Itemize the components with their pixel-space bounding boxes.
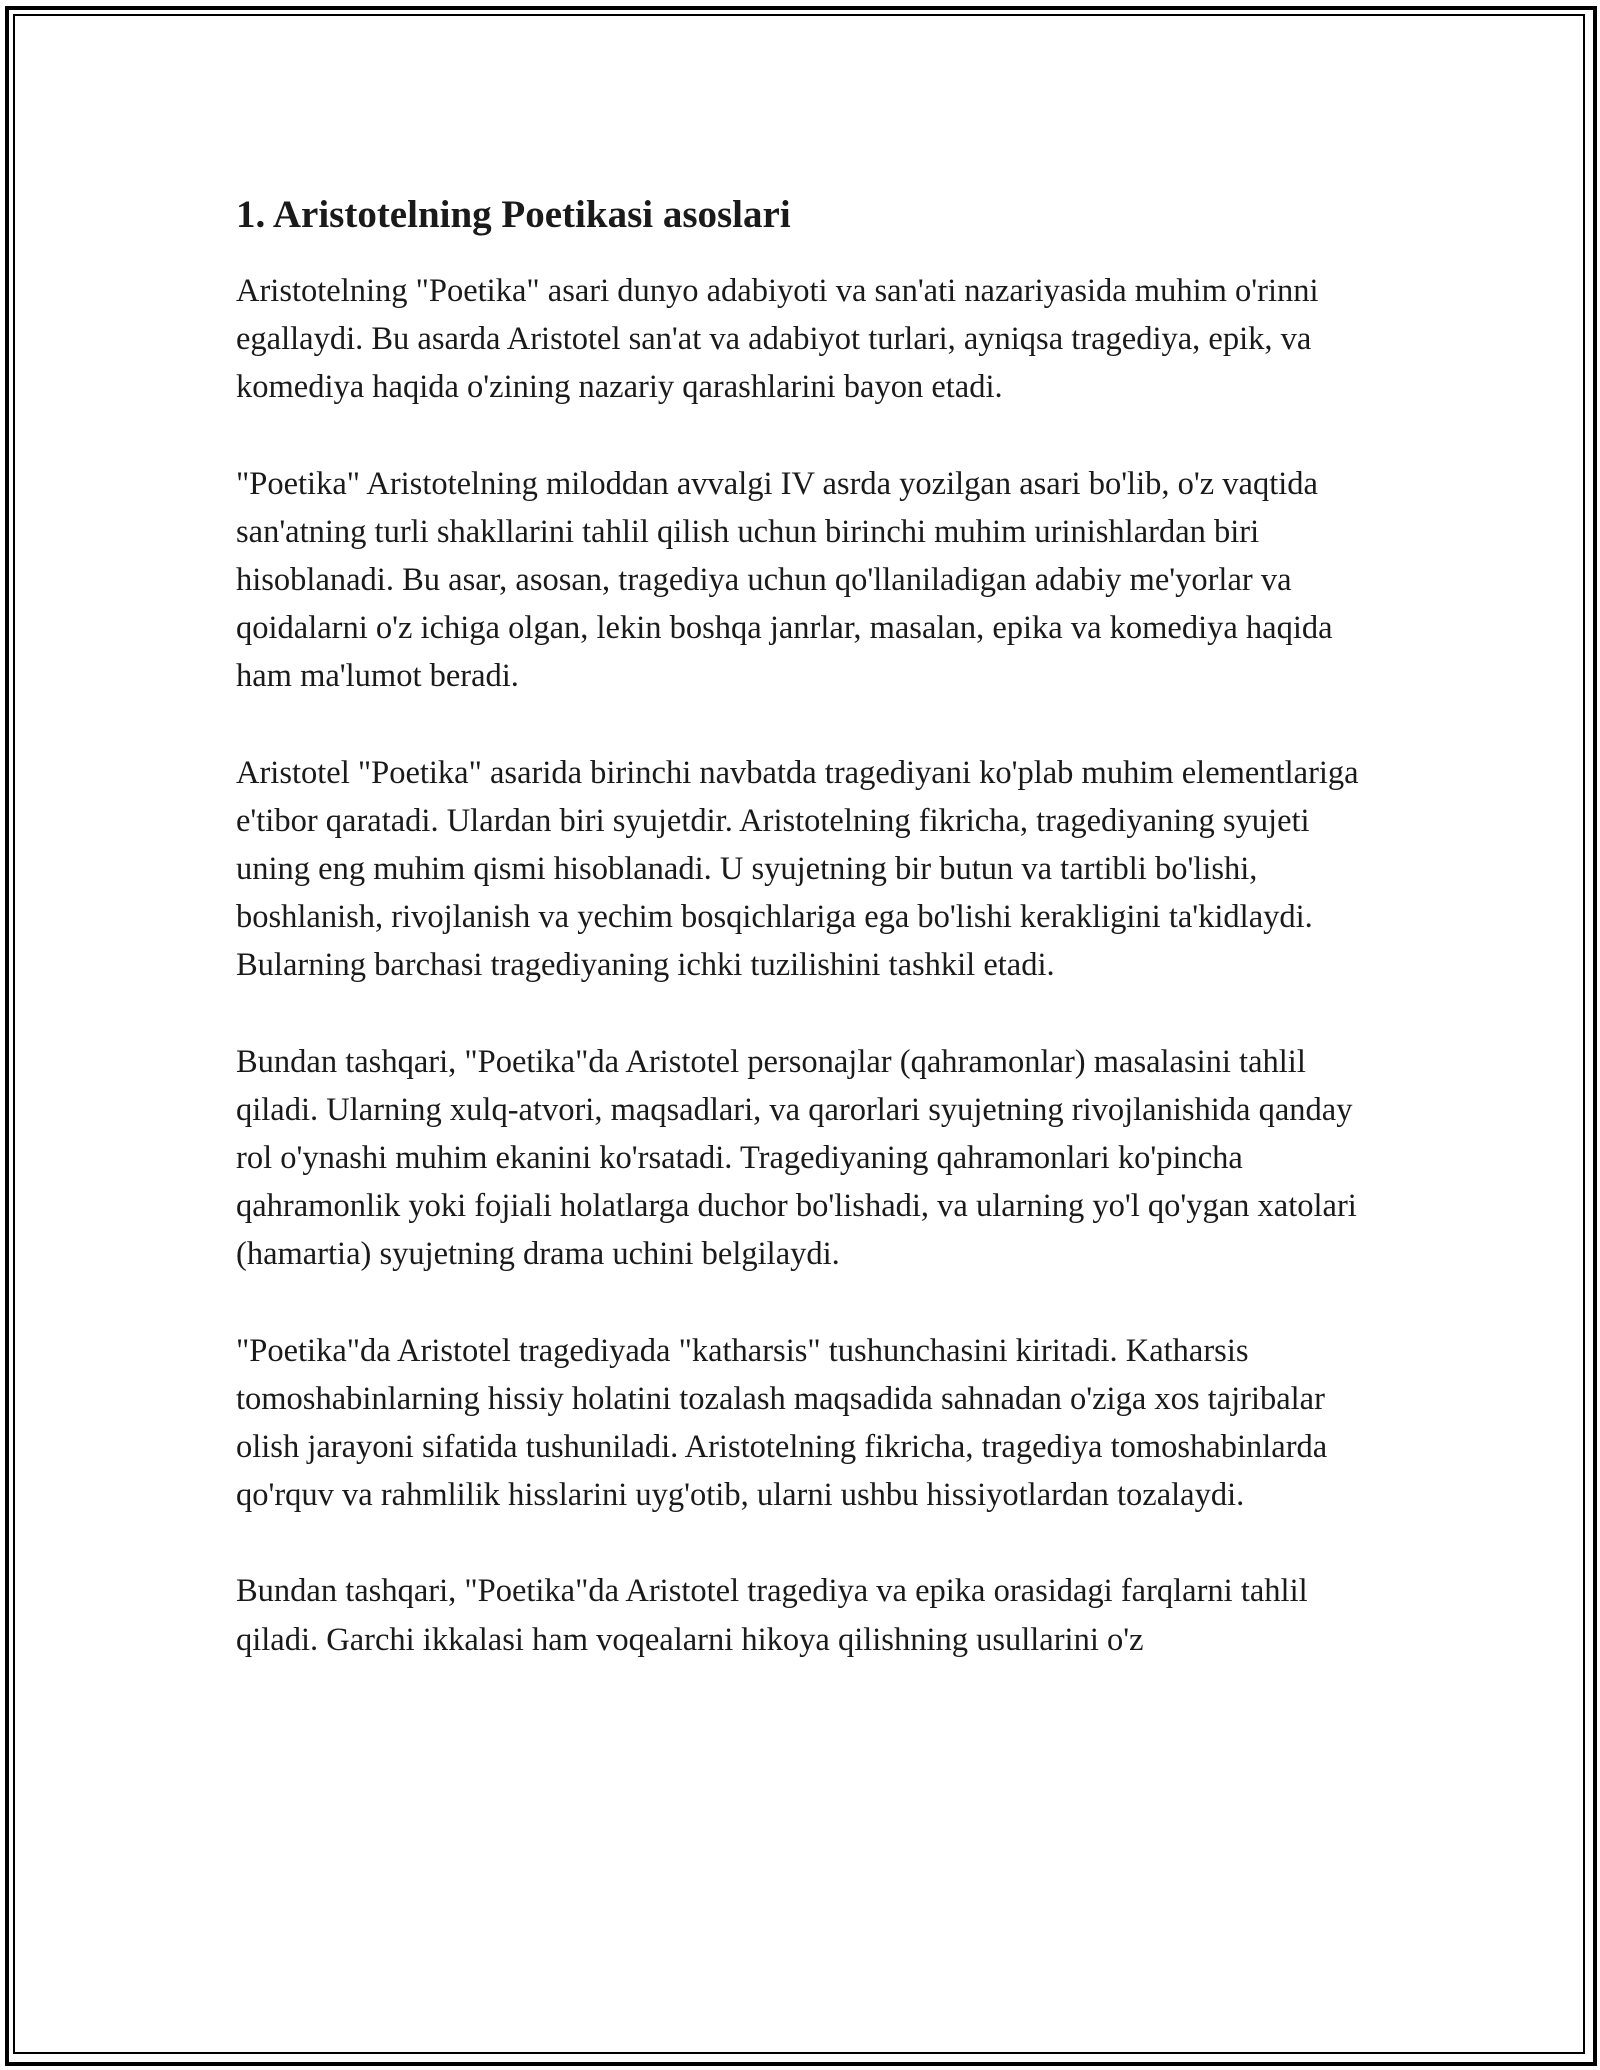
paragraph-2: "Poetika" Aristotelning miloddan avvalgi IV asrda yozilgan asari bo'lib, o'z vaqtida san'atning turli shakllarini tahlil qilish uchun birinchi muhim urinishlardan biri hisoblanadi. Bu asar, asosan, tragediya uchun qo'llaniladigan adabiy me'yorlar va qoidalarni o'z ichiga olgan, lekin boshqa janrlar, masalan, epika va komediya haqida ham ma'lumot beradi. — [236, 465, 1333, 695]
document-body — [236, 185, 1376, 1712]
section-heading: 1. Aristotelning Poetikasi asoslari — [236, 193, 791, 236]
paragraph-1: Aristotelning "Poetika" asari dunyo adabiyoti va san'ati nazariyasida muhim o'rinni egallaydi. Bu asarda Aristotel san'at va adabiyot turlari, ayniqsa tragediya, epik, va komediya haqida o'zining nazariy qarashlarini bayon etadi. — [236, 273, 1319, 406]
paragraph-6: Bundan tashqari, "Poetika"da Aristotel tragediya va epika orasidagi farqlarni tahlil qiladi. Garchi ikkalasi ham voqealarni hikoya qilishning usullarini o'z — [236, 1573, 1308, 1658]
paragraph-4: Bundan tashqari, "Poetika"da Aristotel personajlar (qahramonlar) masalasini tahlil qiladi. Ularning xulq-atvori, maqsadlari, va qarorlari syujetning rivojlanishida qanday rol o'ynashi muhim ekanini ko'rsatadi. Tragediyaning qahramonlari ko'pincha qahramonlik yoki fojiali holatlarga duchor bo'lishadi, va ularning yo'l qo'ygan xatolari (hamartia) syujetning drama uchini belgilaydi. — [236, 1043, 1357, 1273]
paragraph-5: "Poetika"da Aristotel tragediyada "katharsis" tushunchasini kiritadi. Katharsis tomoshabinlarning hissiy holatini tozalash maqsadida sahnadan o'ziga xos tajribalar olish jarayoni sifatida tushuniladi. Aristotelning fikricha, tragediya tomoshabinlarda qo'rquv va rahmlilik hisslarini uyg'otib, ularni ushbu hissiyotlardan tozalaydi. — [236, 1332, 1328, 1514]
paragraph-3: Aristotel "Poetika" asarida birinchi navbatda tragediyani ko'plab muhim elementlariga e'tibor qaratadi. Ulardan biri syujetdir. Aristotelning fikricha, tragediyaning syujeti uning eng muhim qismi hisoblanadi. U syujetning bir butun va tartibli bo'lishi, boshlanish, rivojlanish va yechim bosqichlariga ega bo'lishi kerakligini ta'kidlaydi. Bularning barchasi tragediyaning ichki tuzilishini tashkil etadi. — [236, 754, 1359, 984]
